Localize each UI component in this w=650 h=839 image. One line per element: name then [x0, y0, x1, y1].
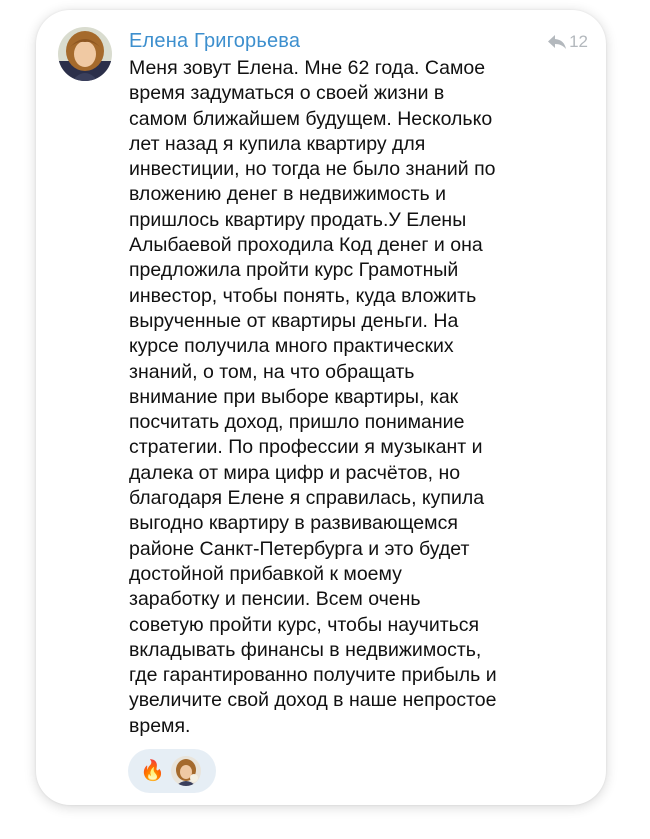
author-name[interactable]: Елена Григорьева — [129, 30, 301, 52]
reply-count-value: 12 — [569, 32, 588, 51]
reply-icon — [547, 34, 567, 50]
reaction-chip[interactable] — [128, 749, 216, 793]
reply-count[interactable] — [547, 32, 588, 52]
author-avatar[interactable] — [58, 27, 112, 81]
fire-icon: 🔥 — [140, 760, 165, 782]
comment-text: Меня зовут Елена. Мне 62 года. Самое время задуматься о своей жизни в самом ближайшем будущем. Несколько лет назад я купила квартиру для инвестиции, но тогда не было знаний по вложению денег в недвижимость и пришлось квартиру продать.У Елены Алыбаевой проходила Код денег и она предложила пройти курс Грамотный инвестор, чтобы понять, куда вложить вырученные от квартиры деньги. На курсе получила много практических знаний, о том, на что обращать внимание при выборе квартиры, как посчитать доход, пришло понимание стратегии. По профессии я музыкант и далека от мира цифр и расчётов, но благодаря Елене я справилась, купила выгодно квартиру в развивающемся районе Санкт-Петербурга и это будет достойной прибавкой к моему заработку и пенсии. Всем очень советую пройти курс, чтобы научиться вкладывать финансы в недвижимость, где гарантированно получите прибыль и увеличите свой доход в наше непростое время. — [129, 57, 497, 737]
reactor-avatar — [171, 756, 201, 786]
